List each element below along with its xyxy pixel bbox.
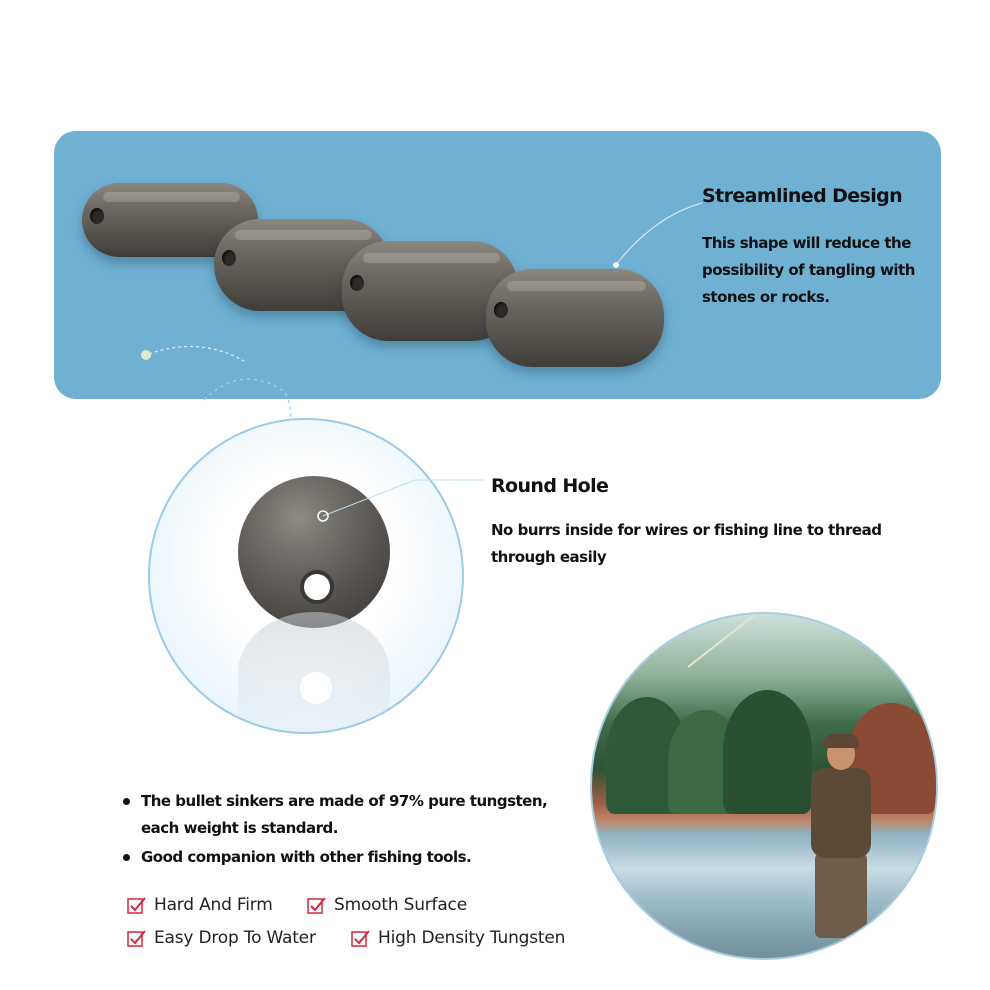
feature-easy-drop	[127, 928, 316, 948]
round-hole-callout-line	[315, 470, 515, 530]
fishing-rod	[688, 612, 870, 667]
feature-label: Smooth Surface	[334, 895, 467, 915]
round-hole-image	[148, 418, 464, 734]
checkbox-check-icon	[127, 929, 146, 948]
feature-label: Hard And Firm	[154, 895, 273, 915]
feature-bullet-list	[122, 788, 582, 871]
streamlined-design-description: This shape will reduce the possibility of tangling with stones or rocks.	[702, 234, 915, 306]
round-hole-title: Round Hole	[491, 475, 609, 497]
streamlined-design-title: Streamlined Design	[702, 185, 903, 207]
round-hole-description: No burrs inside for wires or fishing line to thread through easily	[491, 521, 882, 566]
hole-icon	[300, 570, 334, 604]
checkbox-check-icon	[307, 896, 326, 915]
bullet-item-companion: Good companion with other fishing tools.	[122, 844, 582, 871]
fishing-photo	[590, 612, 938, 960]
reflection-image	[238, 612, 390, 734]
checkbox-check-icon	[127, 896, 146, 915]
bullet-item-tungsten: The bullet sinkers are made of 97% pure tungsten, each weight is standard.	[122, 788, 582, 842]
feature-hard-and-firm	[127, 895, 273, 915]
feature-label: Easy Drop To Water	[154, 928, 316, 948]
feature-high-density	[351, 928, 565, 948]
fisherman-figure	[805, 738, 875, 938]
feature-smooth-surface	[307, 895, 467, 915]
checkbox-check-icon	[351, 929, 370, 948]
feature-label: High Density Tungsten	[378, 928, 566, 948]
